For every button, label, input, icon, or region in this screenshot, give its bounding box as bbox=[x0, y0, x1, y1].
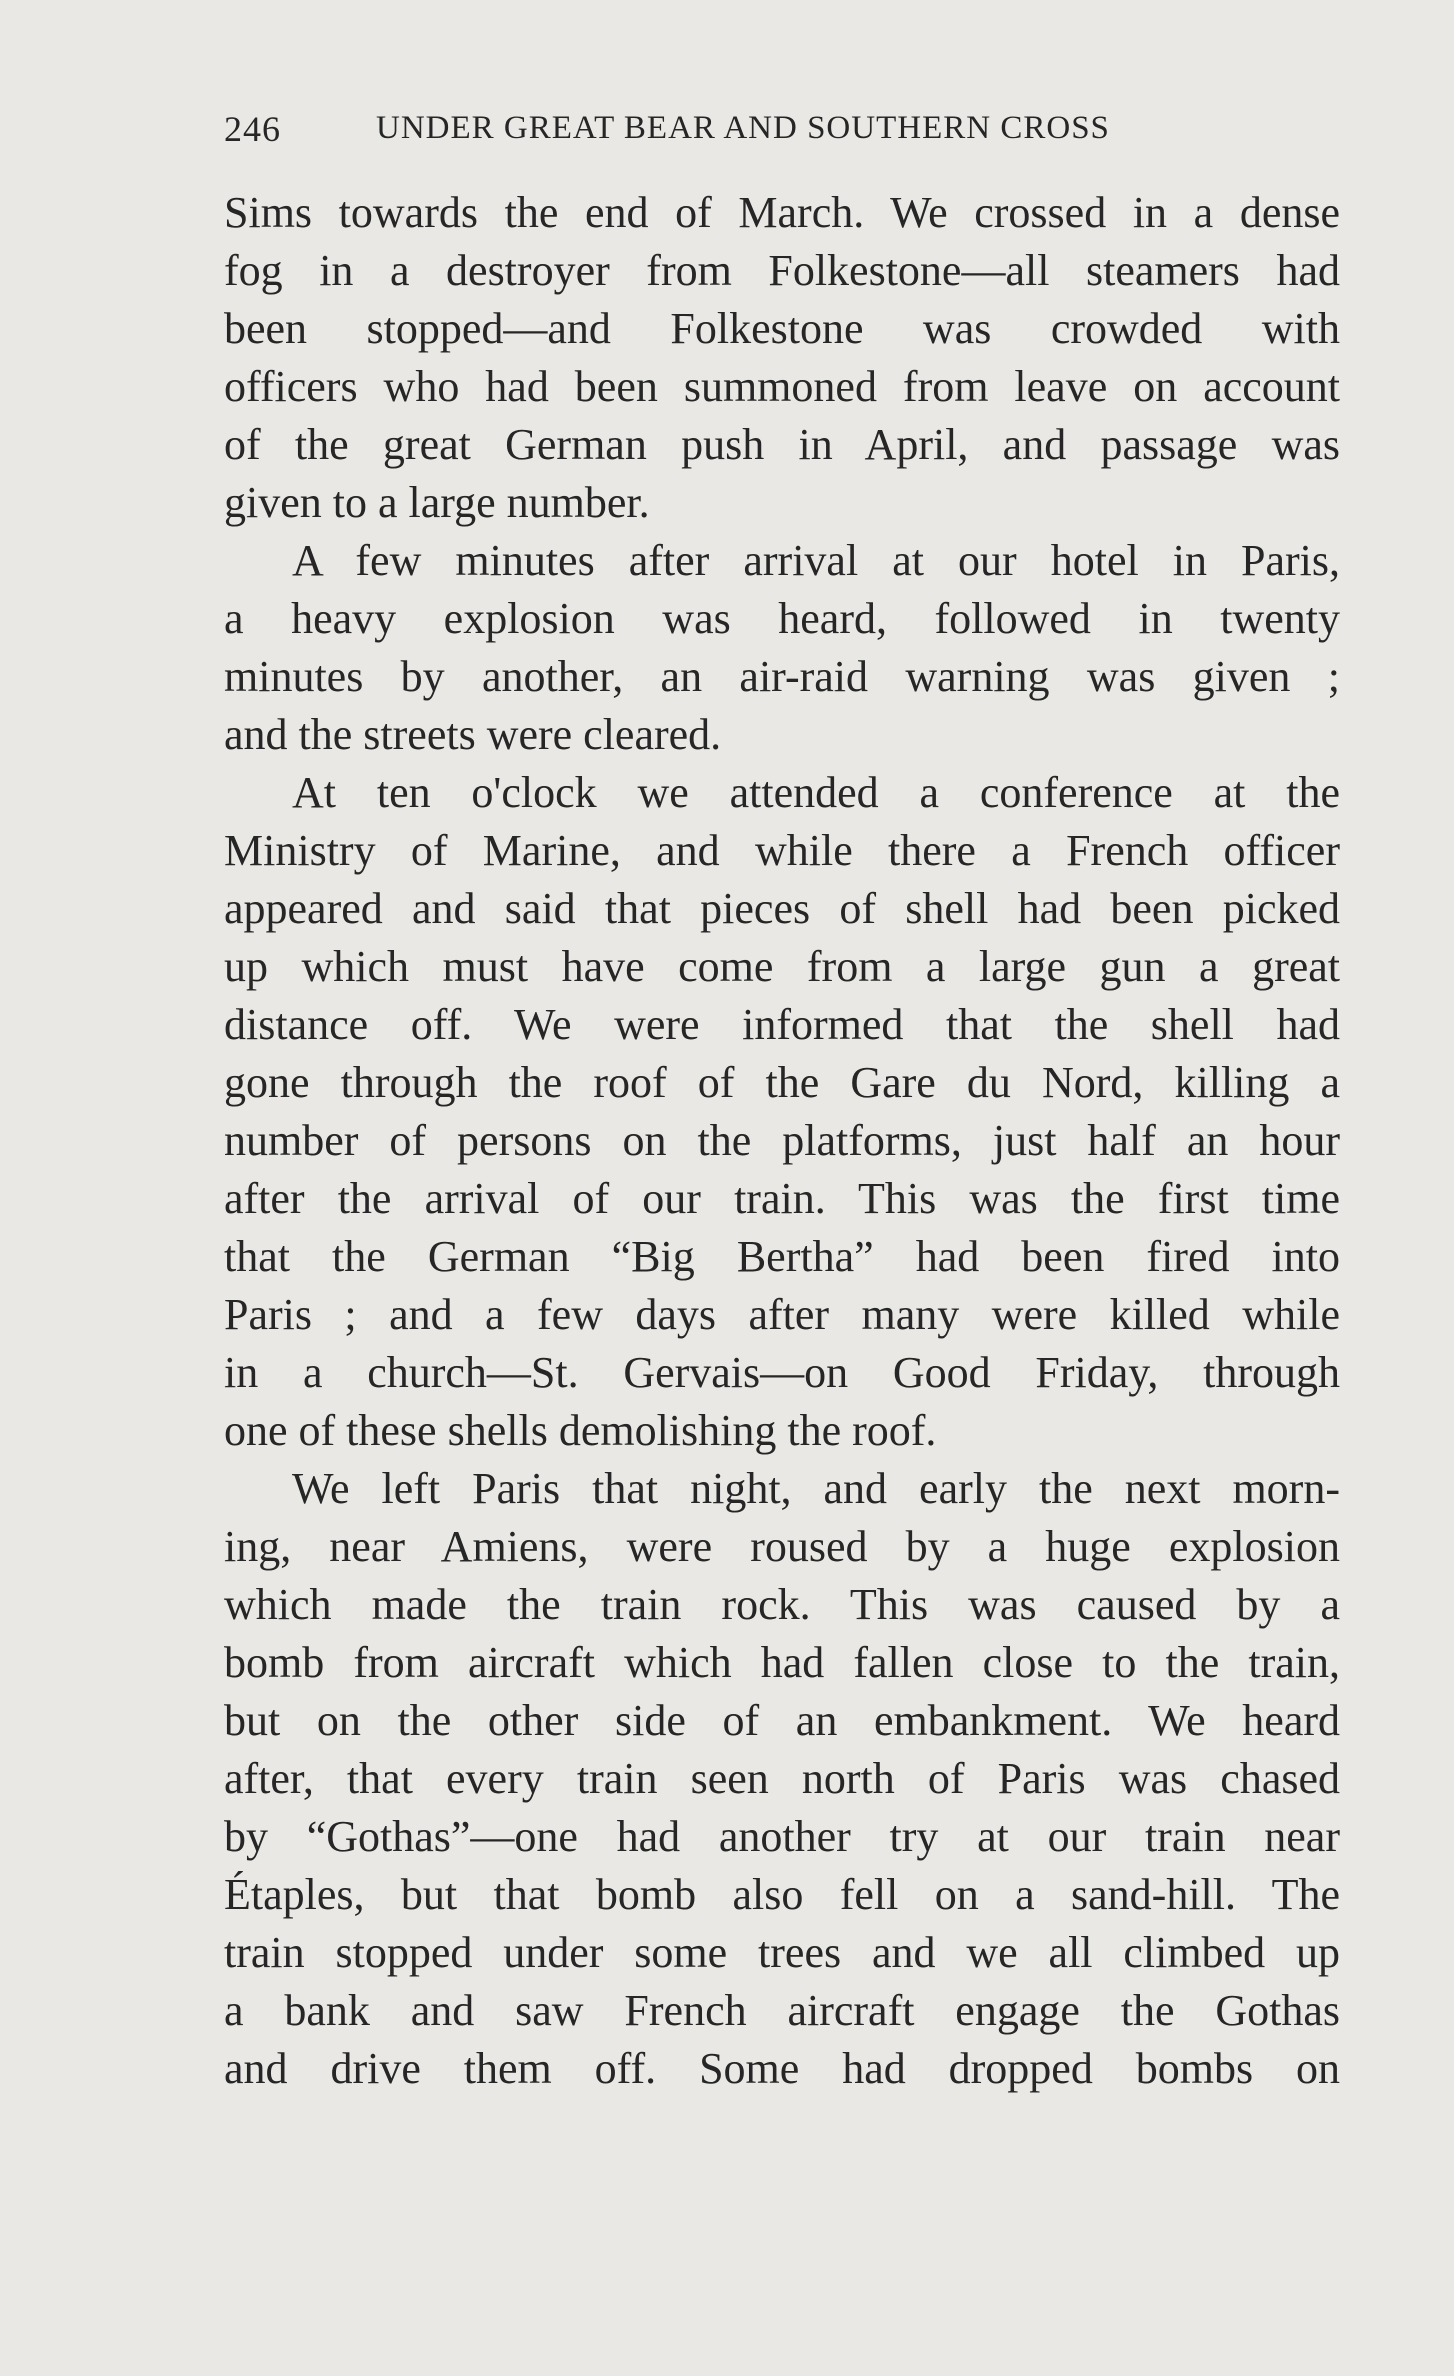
page-number: 246 bbox=[224, 109, 281, 149]
text-line: Paris ; and a few days after many were killed while bbox=[224, 1290, 1340, 1339]
body-text bbox=[224, 184, 1340, 2098]
text-line: We left Paris that night, and early the next morn- bbox=[292, 1464, 1340, 1513]
text-line: of the great German push in April, and passage was bbox=[224, 420, 1340, 469]
text-line: and drive them off. Some had dropped bombs on bbox=[224, 2044, 1340, 2093]
text-line: that the German “Big Bertha” had been fired into bbox=[224, 1232, 1340, 1281]
text-line: by “Gothas”—one had another try at our train near bbox=[224, 1812, 1340, 1861]
text-line: ing, near Amiens, were roused by a huge explosion bbox=[224, 1522, 1340, 1571]
text-line: appeared and said that pieces of shell had been picked bbox=[224, 884, 1340, 933]
text-line: At ten o'clock we attended a conference at the bbox=[292, 768, 1340, 817]
text-line: in a church—St. Gervais—on Good Friday, through bbox=[224, 1348, 1340, 1397]
running-head bbox=[224, 108, 1340, 158]
text-line: after the arrival of our train. This was the first time bbox=[224, 1174, 1340, 1223]
text-line: a bank and saw French aircraft engage the Gothas bbox=[224, 1986, 1340, 2035]
text-line: gone through the roof of the Gare du Nord, killing a bbox=[224, 1058, 1340, 1107]
text-line: Sims towards the end of March. We crossed in a dense bbox=[224, 188, 1340, 237]
running-head-title: UNDER GREAT BEAR AND SOUTHERN CROSS bbox=[376, 110, 1110, 146]
text-line: which made the train rock. This was caused by a bbox=[224, 1580, 1340, 1629]
text-line: but on the other side of an embankment. We heard bbox=[224, 1696, 1340, 1745]
text-line: up which must have come from a large gun a great bbox=[224, 942, 1340, 991]
text-line: bomb from aircraft which had fallen close to the train, bbox=[224, 1638, 1340, 1687]
text-line: one of these shells demolishing the roof. bbox=[224, 1406, 937, 1455]
text-line: and the streets were cleared. bbox=[224, 710, 722, 759]
text-line: minutes by another, an air-raid warning was given ; bbox=[224, 652, 1340, 701]
text-line: a heavy explosion was heard, followed in twenty bbox=[224, 594, 1340, 643]
text-line: given to a large number. bbox=[224, 478, 650, 527]
text-line: distance off. We were informed that the shell had bbox=[224, 1000, 1340, 1049]
text-line: number of persons on the platforms, just half an hour bbox=[224, 1116, 1340, 1165]
text-line: been stopped—and Folkestone was crowded with bbox=[224, 304, 1340, 353]
text-line: Étaples, but that bomb also fell on a sand-hill. The bbox=[224, 1870, 1340, 1919]
text-line: officers who had been summoned from leave on account bbox=[224, 362, 1340, 411]
text-line: train stopped under some trees and we all climbed up bbox=[224, 1928, 1340, 1977]
text-line: A few minutes after arrival at our hotel in Paris, bbox=[292, 536, 1340, 585]
text-line: fog in a destroyer from Folkestone—all steamers had bbox=[224, 246, 1340, 295]
text-line: Ministry of Marine, and while there a French officer bbox=[224, 826, 1340, 875]
text-line: after, that every train seen north of Paris was chased bbox=[224, 1754, 1340, 1803]
